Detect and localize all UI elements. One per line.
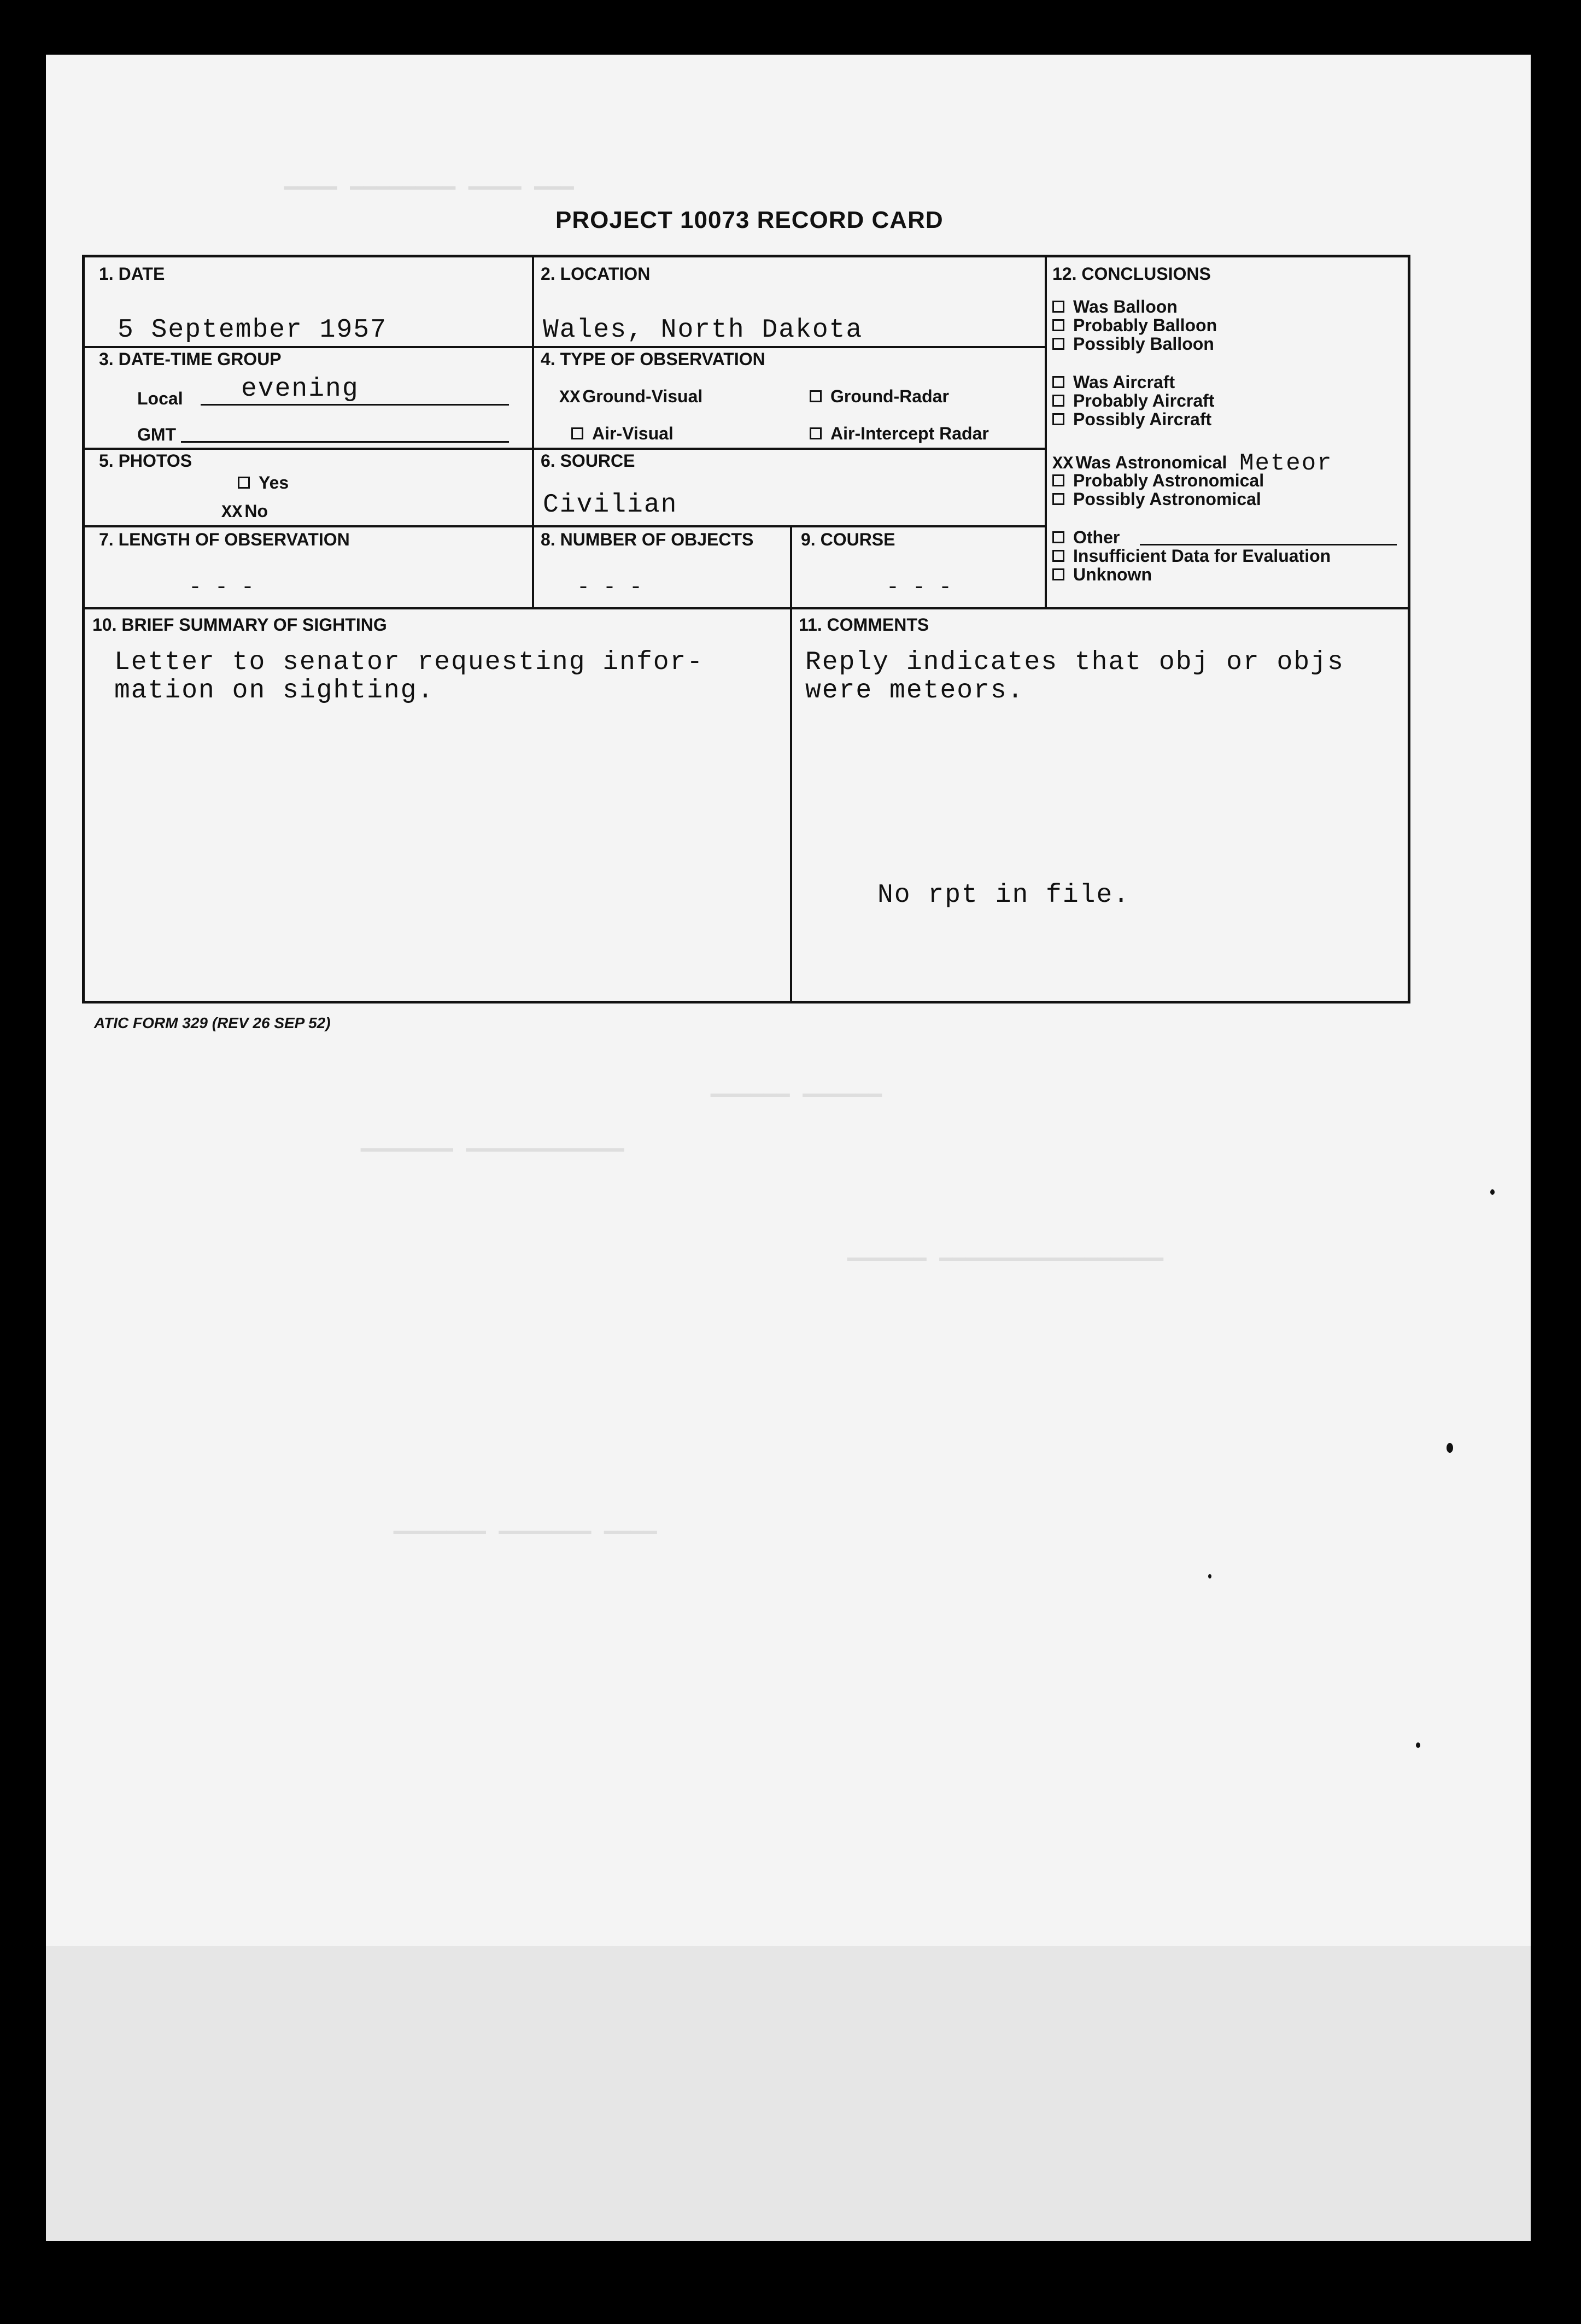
local-time-value: evening (241, 374, 359, 404)
date-time-group-label: 3. DATE-TIME GROUP (99, 349, 282, 369)
conclusion-unknown[interactable] (1052, 565, 1152, 585)
observation-option-ground-visual[interactable] (559, 386, 702, 408)
divider (790, 607, 792, 1003)
conclusion-was-aircraft[interactable] (1052, 372, 1175, 392)
date-label: 1. DATE (99, 264, 165, 284)
option-label: Was Astronomical (1075, 453, 1227, 472)
checkbox-icon (238, 477, 250, 489)
observation-option-air-intercept-radar[interactable] (810, 424, 989, 444)
checked-mark: XX (221, 502, 243, 523)
speck (1416, 1742, 1420, 1748)
speck (1490, 1189, 1495, 1195)
comments-line: were meteors. (805, 676, 1024, 706)
checkbox-icon (1052, 301, 1064, 313)
checkbox-icon (1052, 474, 1064, 486)
conclusion-probably-aircraft[interactable] (1052, 391, 1214, 411)
divider (85, 448, 1045, 450)
observation-option-ground-radar[interactable] (810, 386, 949, 407)
bleed-through-texture: ▁▁▁▁ ▁▁▁▁▁▁▁▁ ▁▁▁▁ ▁▁▁ (284, 167, 574, 191)
astronomical-note: Meteor (1239, 450, 1333, 477)
summary-line: Letter to senator requesting infor- (114, 648, 704, 677)
option-label: Possibly Balloon (1073, 334, 1214, 354)
option-label: Probably Aircraft (1073, 391, 1215, 410)
option-label: Air-Visual (592, 424, 674, 443)
checkbox-icon (571, 427, 583, 439)
gmt-underline (181, 441, 509, 443)
source-label: 6. SOURCE (541, 451, 635, 471)
speck (1447, 1443, 1453, 1453)
type-of-observation-label: 4. TYPE OF OBSERVATION (541, 349, 765, 369)
source-value: Civilian (543, 490, 678, 520)
photos-option-yes[interactable] (238, 473, 289, 493)
observation-option-air-visual[interactable] (571, 424, 674, 444)
conclusion-possibly-aircraft[interactable] (1052, 409, 1211, 430)
comments-line: Reply indicates that obj or objs (805, 648, 1344, 677)
divider (1045, 257, 1047, 607)
option-label: Possibly Aircraft (1073, 409, 1212, 429)
summary-line: mation on sighting. (114, 676, 435, 706)
conclusion-probably-astronomical[interactable] (1052, 471, 1264, 491)
checked-mark: XX (1052, 454, 1074, 474)
option-label: Was Aircraft (1073, 372, 1175, 392)
option-label: Probably Astronomical (1073, 471, 1264, 490)
checkbox-icon (1052, 568, 1064, 580)
divider (85, 346, 1045, 348)
option-label: Unknown (1073, 565, 1152, 584)
other-underline (1140, 544, 1397, 545)
course-value: - - - (886, 576, 952, 600)
divider (790, 525, 792, 607)
option-label: Possibly Astronomical (1073, 489, 1261, 509)
conclusion-possibly-astronomical[interactable] (1052, 489, 1261, 509)
length-of-observation-label: 7. LENGTH OF OBSERVATION (99, 530, 350, 549)
divider (532, 257, 534, 607)
option-label: Insufficient Data for Evaluation (1073, 546, 1331, 566)
bleed-through-texture: ▁▁▁▁▁▁▁ ▁▁▁▁▁▁▁ ▁▁▁▁ (394, 1511, 657, 1536)
course-label: 9. COURSE (801, 530, 895, 549)
option-label: Ground-Radar (830, 386, 949, 406)
length-of-observation-value: - - - (189, 576, 255, 600)
checkbox-icon (810, 427, 822, 439)
location-value: Wales, North Dakota (543, 315, 863, 345)
option-label: Other (1073, 527, 1120, 547)
date-value: 5 September 1957 (118, 315, 387, 345)
option-label: Air-Intercept Radar (830, 424, 989, 443)
conclusion-other[interactable] (1052, 527, 1120, 548)
card-title: PROJECT 10073 RECORD CARD (555, 207, 944, 233)
option-label: No (244, 501, 268, 521)
option-label: Ground-Visual (582, 386, 703, 406)
local-time-label: Local (137, 389, 183, 408)
record-card (82, 255, 1410, 1003)
gmt-label: GMT (137, 425, 177, 444)
paper-sheet-lower-fold (46, 1946, 1531, 2241)
checkbox-icon (810, 390, 822, 402)
comments-note: No rpt in file. (877, 881, 1131, 910)
bleed-through-texture: ▁▁▁▁▁▁ ▁▁▁▁▁▁ (711, 1074, 882, 1099)
bleed-through-texture: ▁▁▁▁▁▁▁ ▁▁▁▁▁▁▁▁▁▁▁▁ (361, 1129, 624, 1153)
summary-label: 10. BRIEF SUMMARY OF SIGHTING (92, 615, 387, 635)
location-label: 2. LOCATION (541, 264, 651, 284)
conclusion-insufficient-data[interactable] (1052, 546, 1331, 566)
checkbox-icon (1052, 338, 1064, 350)
option-label: Yes (259, 473, 289, 492)
number-of-objects-label: 8. NUMBER OF OBJECTS (541, 530, 754, 549)
photos-option-no[interactable] (221, 501, 268, 523)
form-id: ATIC FORM 329 (REV 26 SEP 52) (94, 1014, 331, 1031)
photos-label: 5. PHOTOS (99, 451, 192, 471)
local-time-underline (201, 404, 509, 406)
conclusion-possibly-balloon[interactable] (1052, 334, 1214, 354)
number-of-objects-value: - - - (577, 576, 643, 600)
checkbox-icon (1052, 550, 1064, 562)
checkbox-icon (1052, 413, 1064, 425)
checkbox-icon (1052, 493, 1064, 505)
checkbox-icon (1052, 319, 1064, 331)
divider (85, 607, 1410, 609)
speck (1208, 1574, 1211, 1578)
conclusions-label: 12. CONCLUSIONS (1052, 264, 1211, 284)
checkbox-icon (1052, 531, 1064, 543)
conclusion-was-balloon[interactable] (1052, 297, 1178, 317)
checkbox-icon (1052, 376, 1064, 388)
divider (85, 525, 1045, 527)
bleed-through-texture: ▁▁▁▁▁▁ ▁▁▁▁▁▁▁▁▁▁▁▁▁▁▁▁▁ (847, 1238, 1163, 1263)
checked-mark: XX (559, 388, 581, 408)
checkbox-icon (1052, 395, 1064, 407)
conclusion-probably-balloon[interactable] (1052, 315, 1217, 336)
option-label: Was Balloon (1073, 297, 1178, 316)
option-label: Probably Balloon (1073, 315, 1217, 335)
comments-label: 11. COMMENTS (799, 615, 929, 635)
